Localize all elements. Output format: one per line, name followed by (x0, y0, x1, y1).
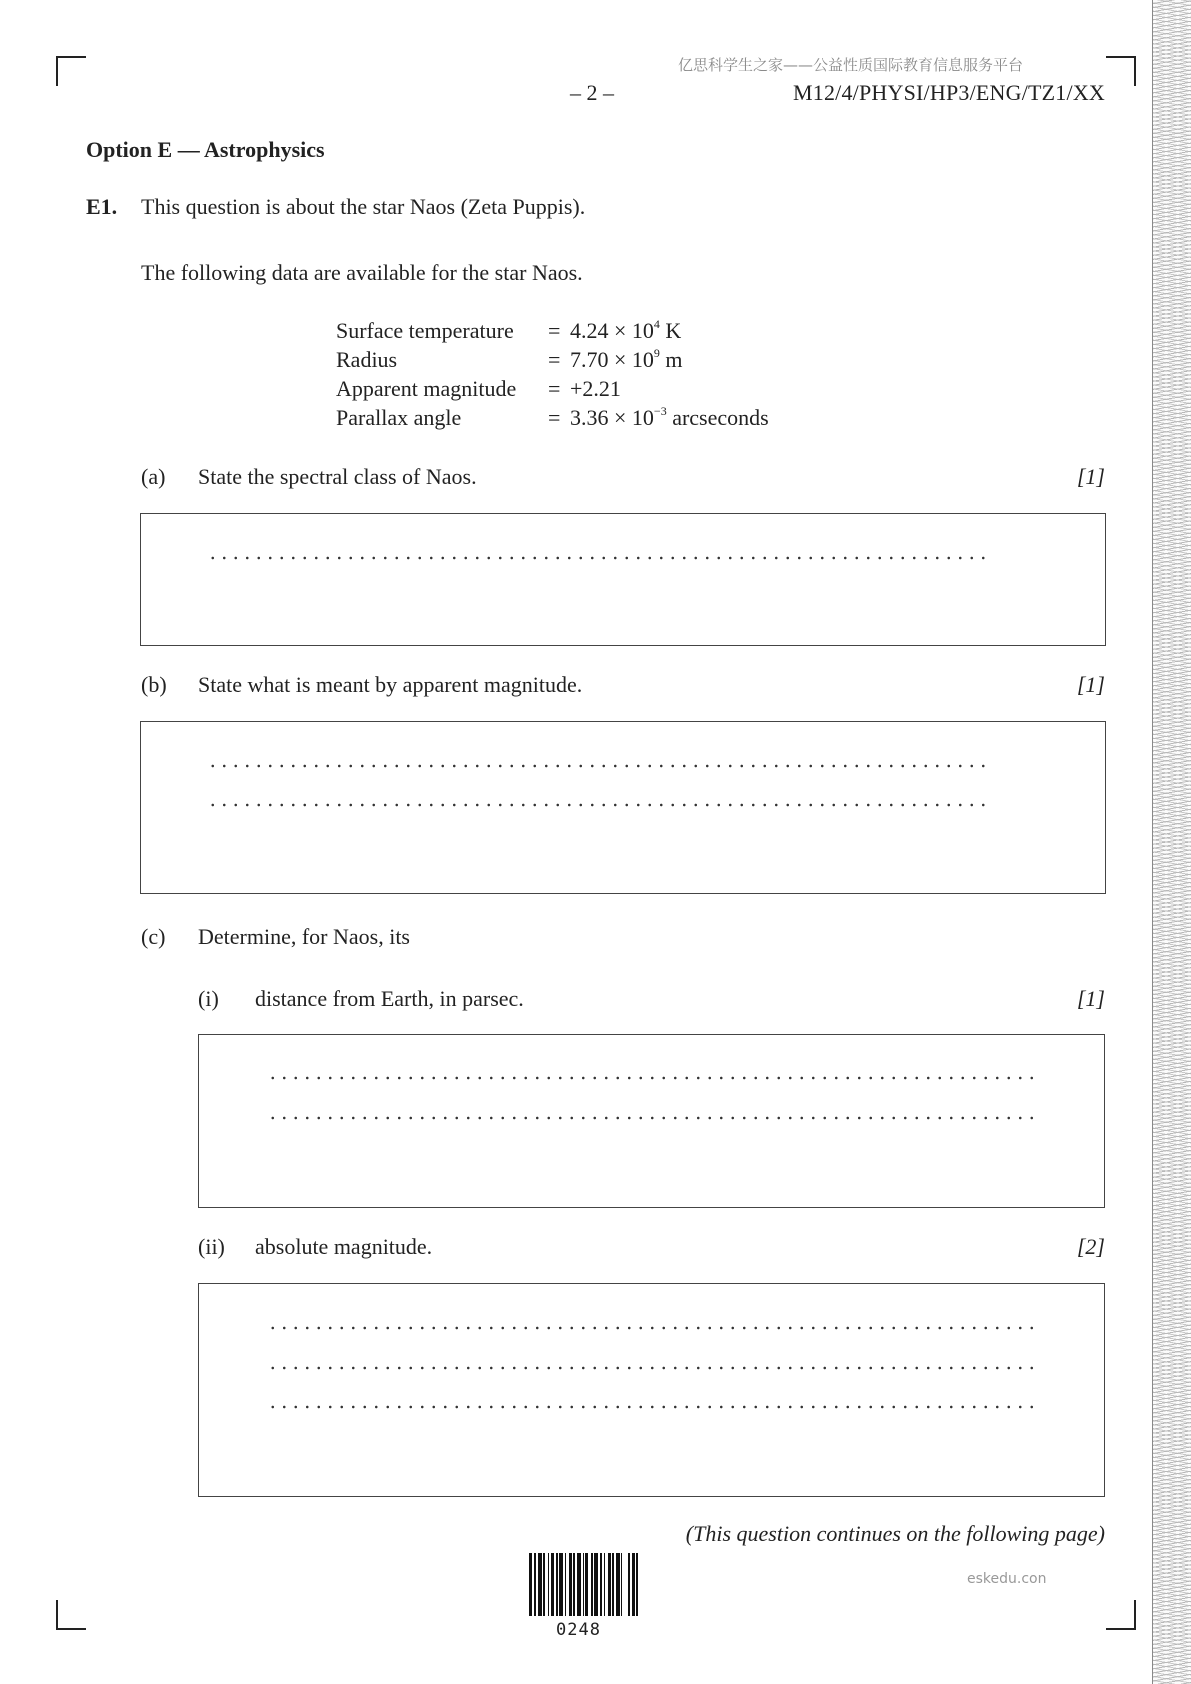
barcode (529, 1553, 661, 1616)
data-intro: The following data are available for the star Naos. (141, 260, 583, 285)
page-number: – 2 – (570, 80, 614, 105)
data-row (336, 345, 769, 374)
answer-line[interactable] (207, 764, 991, 768)
data-row (336, 316, 769, 345)
section-title: Option E — Astrophysics (86, 137, 325, 162)
answer-line[interactable] (267, 1405, 1041, 1409)
watermark-text: 亿思科学生之家——公益性质国际教育信息服务平台 (678, 56, 1024, 74)
barcode-number: 0248 (556, 1620, 601, 1640)
answer-line[interactable] (267, 1326, 1041, 1330)
part-c-text: Determine, for Naos, its (198, 924, 410, 949)
data-label: Radius (336, 347, 398, 372)
page-edge-pattern (1152, 0, 1191, 1684)
data-value: +2.21 (570, 376, 621, 401)
part-b-text: State what is meant by apparent magnitude. (198, 672, 583, 697)
star-data-table (336, 316, 769, 432)
data-label: Apparent magnitude (336, 376, 517, 401)
part-c-ii-text: absolute magnitude. (255, 1234, 433, 1259)
data-value: $3.36 \times 10^{-3}$ arcseconds (570, 404, 769, 430)
answer-box-c-i[interactable] (198, 1034, 1105, 1208)
part-c-i-label: (i) (198, 986, 219, 1011)
part-c-i-text: distance from Earth, in parsec. (255, 986, 524, 1011)
part-b-marks: [1] (1076, 672, 1105, 697)
data-equals: = (548, 405, 561, 430)
part-b-label: (b) (141, 672, 167, 697)
data-value: $4.24 \times 10^4$ K (570, 317, 682, 343)
data-row (336, 374, 769, 403)
crop-mark-bottom-left (56, 1600, 86, 1630)
crop-mark-top-right (1106, 56, 1136, 86)
part-a-label: (a) (141, 464, 166, 489)
answer-line[interactable] (267, 1116, 1041, 1120)
answer-line[interactable] (207, 803, 991, 807)
answer-line[interactable] (267, 1076, 1041, 1080)
answer-line[interactable] (207, 556, 991, 560)
answer-box-b[interactable] (140, 721, 1106, 894)
question-intro: This question is about the star Naos (Zeta Puppis). (141, 194, 586, 219)
question-number: E1. (86, 194, 118, 219)
part-c-label: (c) (141, 924, 166, 949)
part-c-ii-label: (ii) (198, 1234, 225, 1259)
paper-code: M12/4/PHYSI/HP3/ENG/TZ1/XX (793, 80, 1105, 105)
answer-box-c-ii[interactable] (198, 1283, 1105, 1497)
crop-mark-top-left (56, 56, 86, 86)
data-equals: = (548, 376, 561, 401)
data-label: Parallax angle (336, 405, 462, 430)
answer-line[interactable] (267, 1366, 1041, 1370)
data-equals: = (548, 347, 561, 372)
part-a-marks: [1] (1076, 464, 1105, 489)
data-value: $7.70 \times 10^9$ m (570, 346, 683, 372)
part-a-text: State the spectral class of Naos. (198, 464, 477, 489)
site-watermark: eskedu.con (967, 1571, 1047, 1587)
part-c-i-marks: [1] (1076, 986, 1105, 1011)
continues-note: (This question continues on the following page) (685, 1521, 1105, 1546)
part-c-ii-marks: [2] (1076, 1234, 1105, 1259)
crop-mark-bottom-right (1106, 1600, 1136, 1630)
data-row (336, 403, 769, 432)
data-label: Surface temperature (336, 318, 514, 343)
answer-box-a[interactable] (140, 513, 1106, 646)
data-equals: = (548, 318, 561, 343)
